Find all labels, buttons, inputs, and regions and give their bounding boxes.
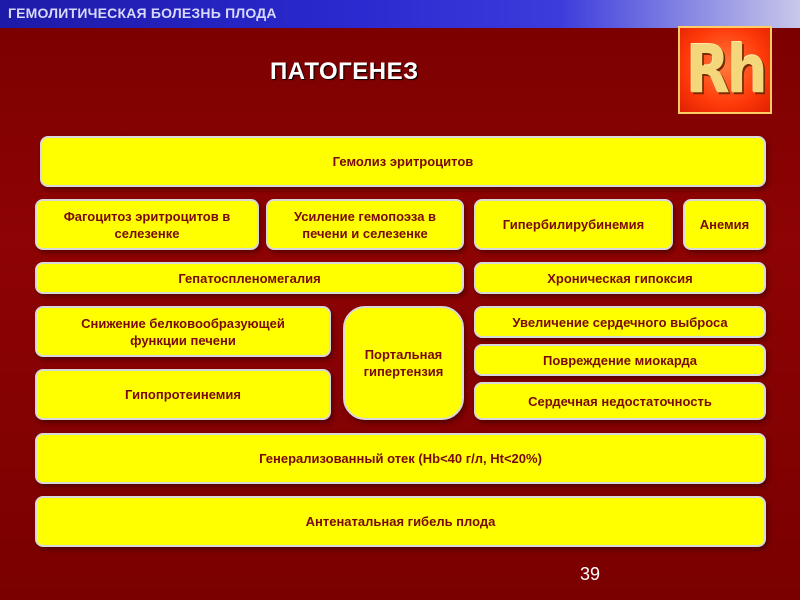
- box-hypoproteinemia: Гипопротеинемия: [35, 369, 331, 420]
- box-chronic-hypoxia: Хроническая гипоксия: [474, 262, 766, 294]
- box-heart-failure: Сердечная недостаточность: [474, 382, 766, 420]
- box-myocardial-damage: Повреждение миокарда: [474, 344, 766, 376]
- rh-logo-text: Rh: [686, 31, 766, 108]
- box-hemolysis: Гемолиз эритроцитов: [40, 136, 766, 187]
- box-fetal-death: Антенатальная гибель плода: [35, 496, 766, 547]
- rh-logo: [678, 26, 772, 114]
- box-generalized-edema: Генерализованный отек (Hb<40 г/л, Ht<20%): [35, 433, 766, 484]
- box-phagocytosis: Фагоцитоз эритроцитов в селезенке: [35, 199, 259, 250]
- header-bar: [0, 0, 800, 28]
- box-cardiac-output: Увеличение сердечного выброса: [474, 306, 766, 338]
- page-number: 39: [580, 564, 601, 584]
- box-hepatosplenomegaly: Гепатоспленомегалия: [35, 262, 464, 294]
- box-hyperbilirubinemia: Гипербилирубинемия: [474, 199, 673, 250]
- box-portal-hypertension: Портальная гипертензия: [343, 306, 464, 420]
- slide-title: ПАТОГЕНЕЗ: [270, 58, 419, 85]
- box-liver-function: Снижение белковообразующей функции печени: [35, 306, 331, 357]
- box-hemopoiesis: Усиление гемопоэза в печени и селезенке: [266, 199, 464, 250]
- header-title: ГЕМОЛИТИЧЕСКАЯ БОЛЕЗНЬ ПЛОДА: [8, 5, 277, 21]
- box-anemia: Анемия: [683, 199, 766, 250]
